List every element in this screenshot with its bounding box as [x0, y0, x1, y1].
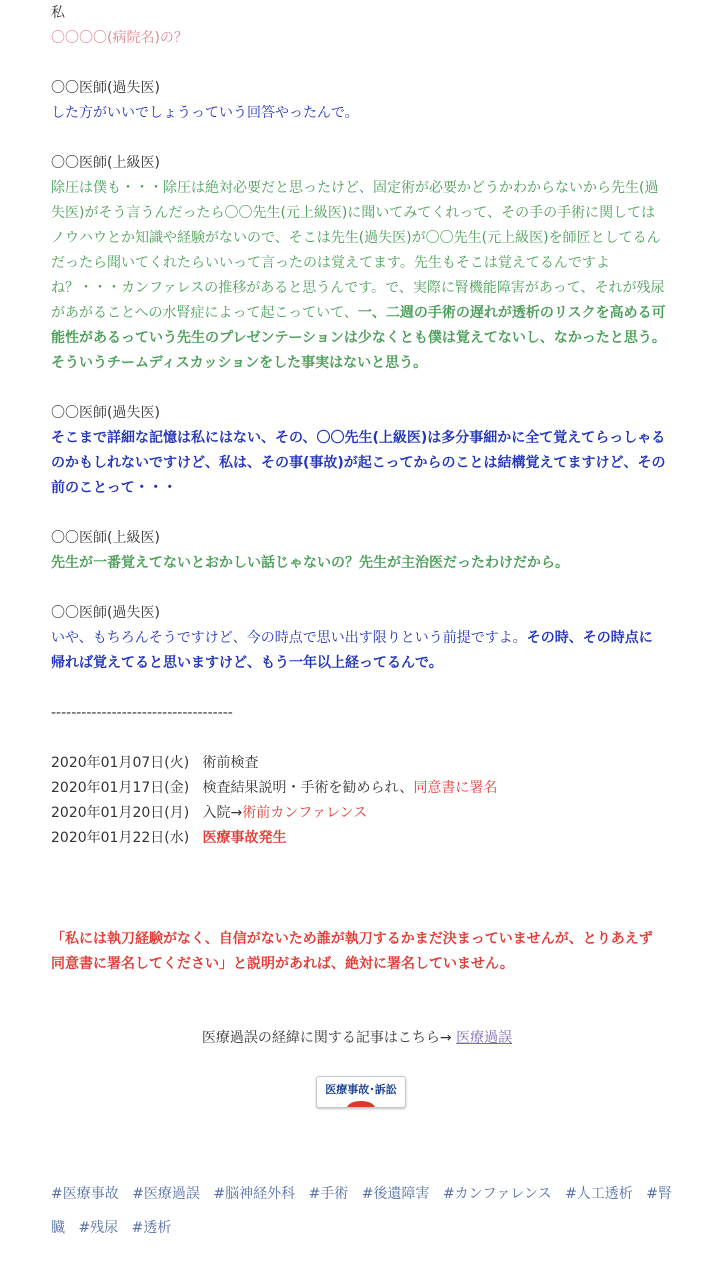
dialogue-text-emphasis: 一、二週の手術の遅れが透析のリスクを高める可能性があるっていう先生のプレゼンテーションは少なくとも僕は覚えてないし、なかったと思う。そういうチームディスカッションをした事実はないと思う。 — [51, 305, 666, 371]
timeline-item — [51, 776, 666, 801]
timeline-highlight: 術前カンファレンス — [242, 805, 368, 821]
hashtag[interactable]: #医療過誤 — [132, 1186, 200, 1202]
dialogue-text: 除圧は僕も・・・除圧は絶対必要だと思ったけど、固定術が必要かどうかわからないから先生(過失医)がそう言うんだったら〇〇先生(元上級医)に聞いてみてくれって、その手の手術に関してはノウハウとか知識や経験がないので、そこは先生(過失医)が〇〇先生(元上級医)を師匠としてるんだったら聞いてくれたらいいって言ったのは覚えてます。先生もそこは覚えてるんですよね？・・・カンファレスの推移があると思うんです。で、実際に腎機能障害があって、それが残尿があがることへの水腎症によって起こっていて、 — [51, 180, 665, 321]
dialogue-line: 〇〇〇〇(病院名)の？ — [51, 30, 188, 46]
speaker-label: 〇〇医師(上級医) — [51, 530, 160, 546]
speaker-label: 〇〇医師(上級医) — [51, 155, 160, 171]
dialogue-paragraph: そこまで詳細な記憶は私にはない、その、〇〇先生(上級医)は多分事細かに全て覚えてらっしゃるのかもしれないですけど、私は、その事(事故)が起こってからのことは結構覚えてますけど、その前のことって・・・ — [51, 430, 666, 496]
banner-label: 医療事故･訴訟 — [325, 1083, 397, 1096]
timeline — [51, 751, 666, 851]
timeline-highlight: 医療事故発生 — [202, 830, 287, 846]
hashtag[interactable]: #後遺障害 — [361, 1186, 430, 1202]
timeline-event: 入院→ — [202, 805, 243, 821]
hashtag[interactable]: #医療事故 — [51, 1186, 119, 1202]
category-banner[interactable] — [316, 1076, 406, 1108]
dialogue-paragraph — [51, 176, 666, 376]
dialogue-line: 先生が一番覚えてないとおかしい話じゃないの？先生が主治医だったわけだから。 — [51, 555, 569, 571]
timeline-event: 術前検査 — [202, 755, 259, 771]
hashtag[interactable]: #腎臓 — [51, 1186, 672, 1236]
hashtag[interactable]: #透析 — [131, 1220, 172, 1236]
timeline-date: 2020年01月07日(火) — [51, 755, 190, 771]
speaker-label: 〇〇医師(過失医) — [51, 605, 160, 621]
timeline-date: 2020年01月22日(水) — [51, 830, 190, 846]
timeline-event: 検査結果説明・手術を勧められ、 — [202, 780, 414, 796]
hashtag-list — [51, 1177, 681, 1245]
related-text: 医療過誤の経緯に関する記事はこちら→ — [201, 1030, 452, 1046]
dialogue-text-emphasis: その時、その時点に帰れば覚えてると思いますけど、もう一年以上経ってるんで。 — [51, 630, 653, 671]
divider: ------------------------------------ — [51, 705, 233, 721]
hashtag[interactable]: #脳神経外科 — [213, 1186, 296, 1202]
dialogue-paragraph — [51, 626, 666, 676]
notice-statement: 「私には執刀経験がなく、自信がないため誰が執刀するかまだ決まっていませんが、とりあえず同意書に署名してください」と説明があれば、絶対に署名していません。 — [51, 931, 653, 972]
dialogue-text: いや、もちろんそうですけど、今の時点で思い出す限りという前提ですよ。 — [51, 630, 527, 646]
hashtag[interactable]: #人工透析 — [565, 1186, 633, 1202]
hashtag[interactable]: #カンファレンス — [442, 1186, 552, 1202]
timeline-highlight: 同意書に署名 — [413, 780, 498, 796]
dialogue-line: した方がいいでしょうっていう回答やったんで。 — [51, 105, 359, 121]
hashtag[interactable]: #残尿 — [78, 1220, 119, 1236]
related-article — [0, 1027, 714, 1047]
article-body — [51, 0, 666, 851]
timeline-date: 2020年01月20日(月) — [51, 805, 190, 821]
speaker-label: 〇〇医師(過失医) — [51, 405, 160, 421]
speaker-label: 私 — [51, 5, 65, 21]
speaker-label: 〇〇医師(過失医) — [51, 80, 160, 96]
timeline-item — [51, 751, 666, 776]
related-link[interactable]: 医療過誤 — [456, 1030, 513, 1046]
timeline-item — [51, 826, 666, 851]
hashtag[interactable]: #手術 — [308, 1186, 349, 1202]
banner-decoration — [347, 1101, 375, 1108]
timeline-item — [51, 801, 666, 826]
timeline-date: 2020年01月17日(金) — [51, 780, 190, 796]
